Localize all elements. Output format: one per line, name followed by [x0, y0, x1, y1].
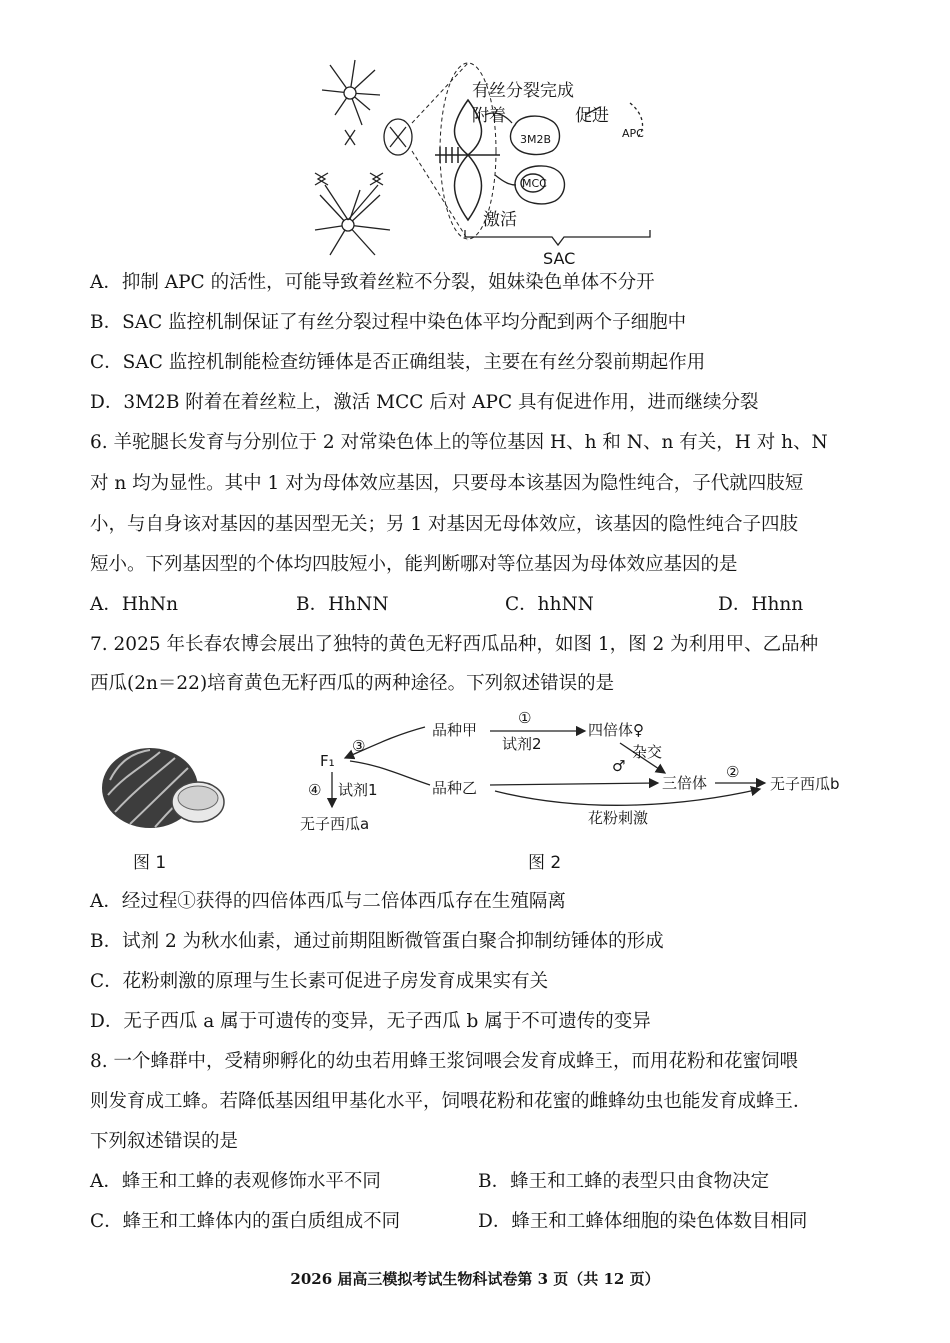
attach-label: 附着	[472, 106, 506, 126]
q7-option-a: A．经过程①获得的四倍体西瓜与二倍体西瓜存在生殖隔离	[90, 891, 566, 912]
variety-b-label: 品种乙	[432, 779, 478, 797]
q6-option-a: A．HhNn	[90, 594, 179, 615]
q6-stem-line1: 6. 羊驼腿长发育与分别位于 2 对常染色体上的等位基因 H、h 和 N、n 有关，H 对 h、N	[90, 432, 828, 453]
cross-label: 杂交	[632, 743, 663, 761]
promote-label: 促进	[575, 106, 609, 126]
f1-label: F₁	[320, 752, 335, 770]
step3-label: ③	[352, 737, 366, 755]
q7-option-d: D．无子西瓜 a 属于可遗传的变异，无子西瓜 b 属于不可遗传的变异	[90, 1011, 651, 1032]
figure1-caption: 图 1	[133, 853, 167, 873]
q7-option-b: B．试剂 2 为秋水仙素，通过前期阻断微管蛋白聚合抑制纺锤体的形成	[90, 931, 664, 952]
q6-stem-line3: 小，与自身该对基因的基因型无关；另 1 对基因无母体效应，该基因的隐性纯合子四肢	[90, 514, 799, 535]
spindle-cell-bottom	[315, 173, 390, 255]
q6-option-b: B．HhNN	[296, 594, 389, 615]
arrows	[485, 103, 643, 185]
tetraploid-label: 四倍体♀	[588, 721, 644, 739]
q8-option-a: A．蜂王和工蜂的表观修饰水平不同	[90, 1171, 381, 1192]
figure2-caption: 图 2	[528, 853, 562, 873]
q7-stem-line2: 西瓜(2n＝22)培育黄色无籽西瓜的两种途径。下列叙述错误的是	[90, 673, 615, 694]
breeding-pathway-figure	[290, 705, 890, 840]
sac-mechanism-figure	[300, 55, 660, 270]
spindle-cell-top	[322, 60, 380, 145]
sac-brace	[465, 230, 650, 245]
seedless-a-label: 无子西瓜a	[300, 815, 370, 833]
q7-option-c: C．花粉刺激的原理与生长素可促进子房发育成果实有关	[90, 971, 549, 992]
reagent2-label: 试剂2	[502, 735, 542, 753]
q8-option-b: B．蜂王和工蜂的表型只由食物决定	[478, 1171, 770, 1192]
q7-stem-line1: 7. 2025 年长春农博会展出了独特的黄色无籽西瓜品种，如图 1，图 2 为利用甲、乙品种	[90, 634, 819, 655]
step2-label: ②	[726, 763, 740, 781]
3m2b-label: 3M2B	[520, 133, 552, 146]
activate-label: 激活	[483, 210, 517, 230]
q5-option-b: B．SAC 监控机制保证了有丝分裂过程中染色体平均分配到两个子细胞中	[90, 312, 687, 333]
q8-stem-line3: 下列叙述错误的是	[90, 1131, 239, 1152]
male-symbol: ♂	[612, 757, 626, 775]
step1-label: ①	[518, 709, 532, 727]
pollen-stimulation-label: 花粉刺激	[588, 809, 649, 827]
q6-option-c: C．hhNN	[505, 594, 594, 615]
q8-stem-line2: 则发育成工蜂。若降低基因组甲基化水平，饲喂花粉和花蜜的雌蜂幼虫也能发育成蜂王．	[90, 1091, 812, 1112]
q5-option-d: D．3M2B 附着在着丝粒上，激活 MCC 后对 APC 具有促进作用，进而继续分裂	[90, 392, 759, 413]
mitosis-complete-label: 有丝分裂完成	[472, 81, 574, 101]
triploid-label: 三倍体	[662, 774, 708, 792]
q6-option-d: D．Hhnn	[718, 594, 804, 615]
watermelon-image	[100, 740, 225, 830]
mcc-label: MCC	[522, 177, 547, 190]
q5-option-c: C．SAC 监控机制能检查纺锤体是否正确组装，主要在有丝分裂前期起作用	[90, 352, 706, 373]
variety-a-label: 品种甲	[432, 721, 478, 739]
q8-stem-line1: 8. 一个蜂群中，受精卵孵化的幼虫若用蜂王浆饲喂会发育成蜂王，而用花粉和花蜜饲喂	[90, 1051, 799, 1072]
apc-label: APC	[622, 127, 644, 140]
page-footer: 2026 届高三模拟考试生物科试卷第 3 页（共 12 页）	[290, 1270, 660, 1288]
q6-stem-line2: 对 n 均为显性。其中 1 对为母体效应基因，只要母本该基因为隐性纯合，子代就四肢短	[90, 473, 804, 494]
reagent1-label: 试剂1	[338, 781, 378, 799]
chromosome-small	[384, 119, 412, 155]
step4-label: ④	[308, 781, 322, 799]
q8-option-c: C．蜂王和工蜂体内的蛋白质组成不同	[90, 1211, 401, 1232]
sac-label: SAC	[543, 249, 576, 268]
q6-stem-line4: 短小。下列基因型的个体均四肢短小，能判断哪对等位基因为母体效应基因的是	[90, 554, 738, 575]
seedless-b-label: 无子西瓜b	[770, 775, 840, 793]
q8-option-d: D．蜂王和工蜂体细胞的染色体数目相同	[478, 1211, 808, 1232]
q5-option-a: A．抑制 APC 的活性，可能导致着丝粒不分裂，姐妹染色单体不分开	[90, 272, 655, 293]
